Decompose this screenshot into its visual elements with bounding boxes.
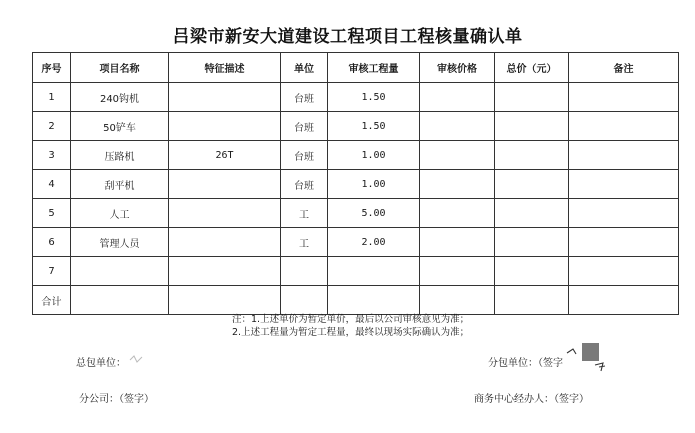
cell-price (420, 286, 495, 315)
cell-price (420, 112, 495, 141)
handwritten-signature (565, 345, 610, 375)
cell-no: 3 (33, 141, 71, 170)
cell-total (495, 286, 569, 315)
cell-unit: 台班 (281, 141, 328, 170)
header-description: 特征描述 (169, 53, 281, 83)
header-no: 序号 (33, 53, 71, 83)
cell-remark (569, 228, 679, 257)
cell-remark (569, 170, 679, 199)
cell-price (420, 141, 495, 170)
cell-unit: 台班 (281, 170, 328, 199)
header-quantity: 审核工程量 (328, 53, 420, 83)
cell-remark (569, 257, 679, 286)
cell-unit (281, 286, 328, 315)
cell-no: 6 (33, 228, 71, 257)
table-header-row (33, 53, 679, 83)
cell-no: 合计 (33, 286, 71, 315)
cell-unit: 台班 (281, 83, 328, 112)
cell-unit (281, 257, 328, 286)
cell-price (420, 257, 495, 286)
header-item-name: 项目名称 (71, 53, 169, 83)
cell-unit: 台班 (281, 112, 328, 141)
cell-item-name: 压路机 (71, 141, 169, 170)
cell-total (495, 170, 569, 199)
cell-quantity: 1.00 (328, 141, 420, 170)
cell-description (169, 170, 281, 199)
cell-description: 26T (169, 141, 281, 170)
cell-price (420, 170, 495, 199)
cell-item-name: 50铲车 (71, 112, 169, 141)
cell-no: 1 (33, 83, 71, 112)
signature-mark (128, 350, 148, 366)
table-row (33, 141, 679, 170)
cell-no: 2 (33, 112, 71, 141)
cell-quantity (328, 257, 420, 286)
cell-total (495, 228, 569, 257)
cell-quantity (328, 286, 420, 315)
cell-item-name: 刮平机 (71, 170, 169, 199)
cell-no: 5 (33, 199, 71, 228)
cell-remark (569, 199, 679, 228)
cell-quantity: 5.00 (328, 199, 420, 228)
cell-item-name (71, 257, 169, 286)
quantity-table (32, 52, 679, 315)
cell-remark (569, 83, 679, 112)
general-contractor-label: 总包单位： (76, 358, 126, 369)
cell-quantity: 1.50 (328, 83, 420, 112)
cell-description (169, 199, 281, 228)
cell-remark (569, 141, 679, 170)
cell-total (495, 257, 569, 286)
table-row (33, 112, 679, 141)
cell-total (495, 112, 569, 141)
cell-quantity: 1.50 (328, 112, 420, 141)
cell-description (169, 257, 281, 286)
table-row (33, 170, 679, 199)
cell-unit: 工 (281, 199, 328, 228)
note-line-2: 2.上述工程量为暂定工程量，最终以现场实际确认为准； (232, 327, 470, 338)
header-price: 审核价格 (420, 53, 495, 83)
cell-no: 7 (33, 257, 71, 286)
total-row (33, 286, 679, 315)
table-row (33, 257, 679, 286)
business-center-label: 商务中心经办人：（签字） (474, 394, 589, 405)
cell-remark (569, 286, 679, 315)
cell-remark (569, 112, 679, 141)
table-row (33, 83, 679, 112)
cell-total (495, 83, 569, 112)
branch-label: 分公司：（签字） (79, 394, 154, 405)
cell-description (169, 112, 281, 141)
cell-description (169, 228, 281, 257)
notes (232, 313, 469, 339)
cell-item-name: 管理人员 (71, 228, 169, 257)
cell-item-name (71, 286, 169, 315)
table-row (33, 199, 679, 228)
cell-quantity: 1.00 (328, 170, 420, 199)
header-remark: 备注 (569, 53, 679, 83)
table-row (33, 228, 679, 257)
cell-price (420, 199, 495, 228)
cell-price (420, 83, 495, 112)
cell-no: 4 (33, 170, 71, 199)
cell-item-name: 240钩机 (71, 83, 169, 112)
cell-item-name: 人工 (71, 199, 169, 228)
cell-price (420, 228, 495, 257)
header-total: 总价（元） (495, 53, 569, 83)
cell-quantity: 2.00 (328, 228, 420, 257)
note-line-1: 注：1.上述单价为暂定单价，最后以公司审核意见为准； (232, 314, 470, 325)
cell-total (495, 199, 569, 228)
subcontractor-label: 分包单位：（签字 (488, 358, 563, 369)
cell-unit: 工 (281, 228, 328, 257)
header-unit: 单位 (281, 53, 328, 83)
cell-description (169, 83, 281, 112)
cell-total (495, 141, 569, 170)
cell-description (169, 286, 281, 315)
document-title: 吕梁市新安大道建设工程项目工程核量确认单 (172, 27, 523, 47)
